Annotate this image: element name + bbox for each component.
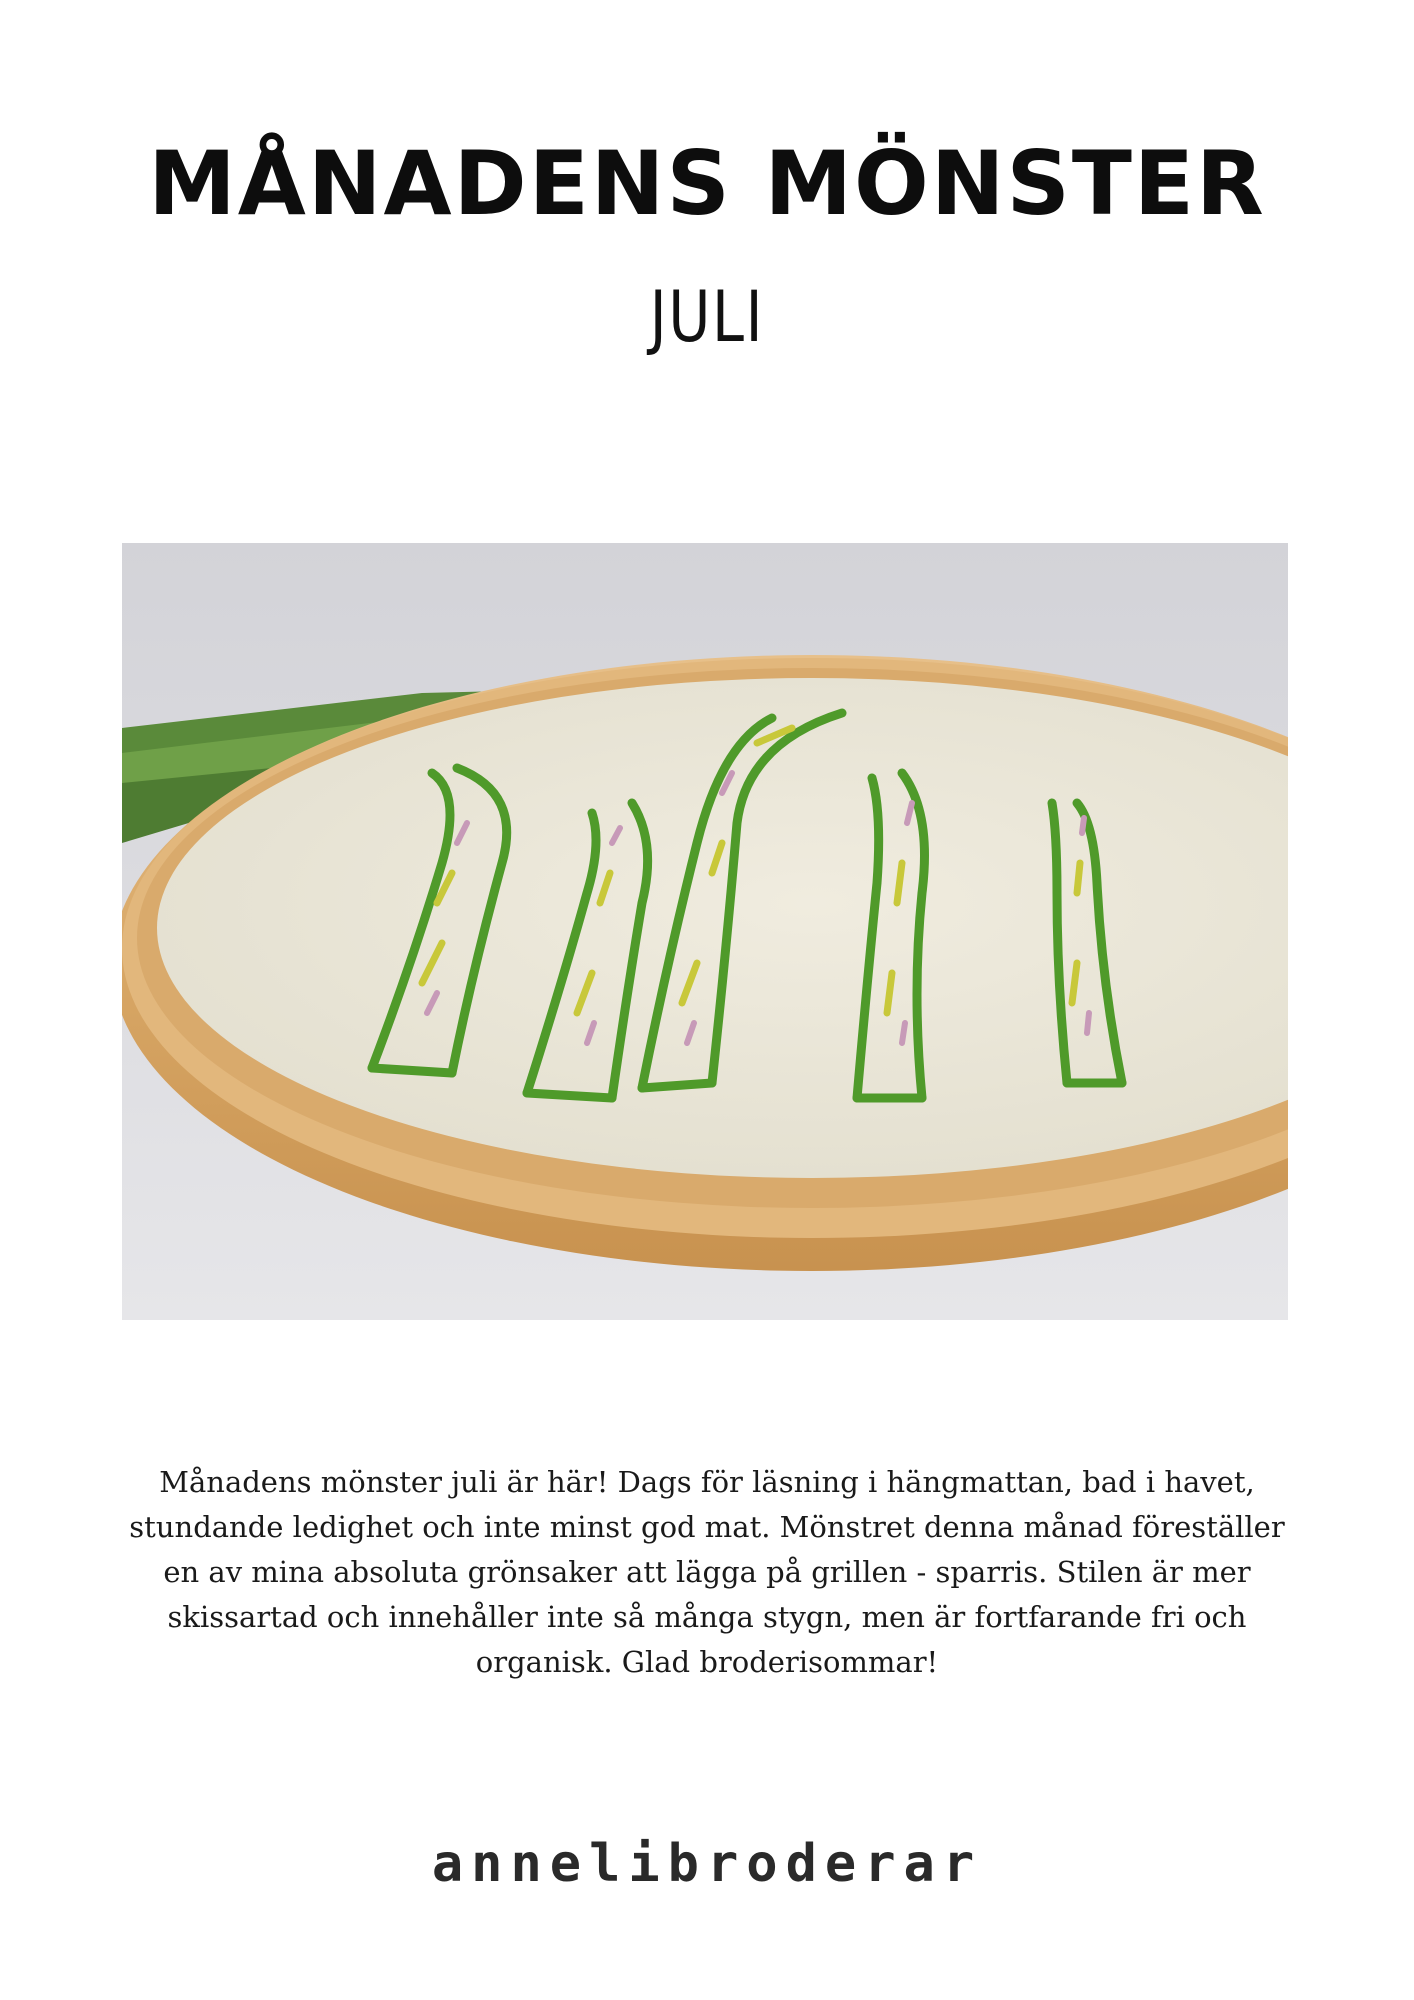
page-subtitle: JULI: [649, 276, 765, 358]
description-paragraph: Månadens mönster juli är här! Dags för läsning i hängmattan, bad i havet, stundande ledighet och inte minst god mat. Mönstret denna månad föreställer en av mina absoluta grönsaker att lägga på grillen - sparris. Stilen är mer skissartad och innehåller inte så många stygn, men är fortfarande fri och organisk. Glad broderisommar!: [129, 1465, 1285, 1679]
page-title: MÅNADENS MÖNSTER: [148, 132, 1266, 235]
brand-logo: annelibroderar: [431, 1834, 983, 1894]
embroidery-photo: [122, 543, 1288, 1320]
